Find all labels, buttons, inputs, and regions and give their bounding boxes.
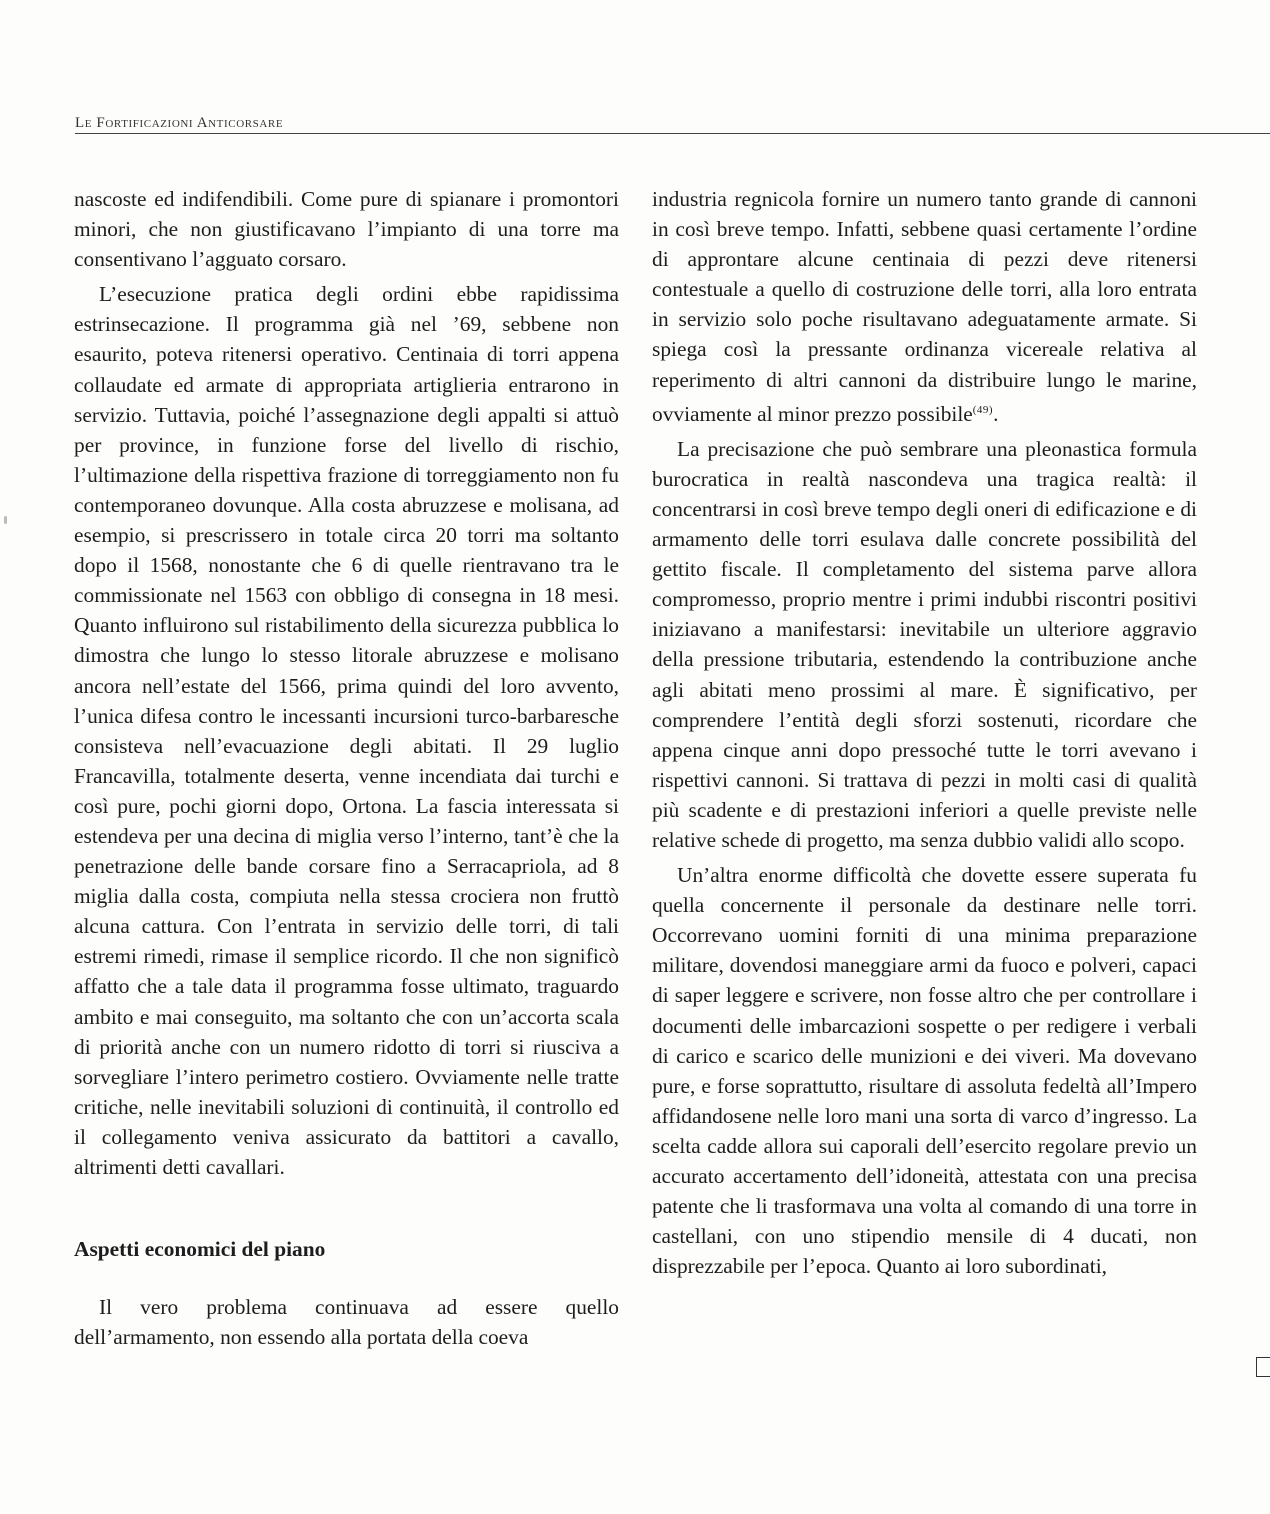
paragraph-text: industria regnicola fornire un numero tanto grande di cannoni in così breve tempo. Infatti, sebbene quasi certamente l’ordine di approntare alcune centinaia di pezzi deve ritenersi contestuale a quello di costruzione delle torri, alla loro entrata in servizio solo poche risultavano adeguatamente armate. Si spiega così la pressante ordinanza vicereale relativa al reperimento di altri cannoni da distribuire lungo le marine, ovviamente al minor prezzo possibile bbox=[652, 187, 1197, 426]
paragraph: Il vero problema continuava ad essere quello dell’armamento, non essendo alla portata della coeva bbox=[74, 1295, 619, 1350]
paragraph-end: . bbox=[993, 401, 999, 426]
paragraph bbox=[652, 184, 1197, 429]
page-number-box bbox=[1256, 1357, 1270, 1377]
paragraph: La precisazione che può sembrare una pleonastica formula burocratica in realtà nascondeva una tragica realtà: il concentrarsi in così breve tempo degli oneri di edificazione e di armamento delle torri esulava dalle concrete possibilità del gettito fiscale. Il completamento del sistema parve allora compromesso, proprio mentre i primi indubbi riscontri positivi iniziavano a manifestarsi: inevitabile un ulteriore aggravio della pressione tributaria, estendendo la contribuzione anche agli abitati meno prossimi al mare. È significativo, per comprendere l’entità degli sforzi sostenuti, ricordare che appena cinque anni dopo pressoché tutte le torri avevano i rispettivi cannoni. Si trattava di pezzi in molti casi di qualità più scadente e di prestazioni inferiori a quelle previste nelle relative schede di progetto, ma senza dubbio validi allo scopo. bbox=[652, 436, 1197, 852]
footnote-reference: (49) bbox=[972, 403, 994, 416]
left-column bbox=[74, 184, 619, 1352]
running-title: Le Fortificazioni Anticorsare bbox=[75, 115, 284, 131]
scan-mark bbox=[4, 516, 7, 524]
paragraph: Un’altra enorme difficoltà che dovette essere superata fu quella concernente il personale da destinare nelle torri. Occorrevano uomini forniti di una minima preparazione militare, dovendosi maneggiare armi da fuoco e polveri, capaci di saper leggere e scrivere, non fosse altro che per controllare i documenti delle imbarcazioni sospette o per redigere i verbali di carico e scarico delle munizioni e dei viveri. Ma dovevano pure, e forse soprattutto, risultare di assoluta fedeltà all’Impero affidandosene nelle loro mani una sorta di varco d’ingresso. La scelta cadde allora sui caporali dell’esercito regolare previo un accurato accertamento dell’idoneità, attestata con una precisa patente che li trasformava una volta al comando di una torre in castellani, con uno stipendio mensile di 4 ducati, non disprezzabile per l’epoca. Quanto ai loro subordinati, bbox=[652, 863, 1197, 1279]
paragraph: L’esecuzione pratica degli ordini ebbe rapidissima estrinsecazione. Il programma già nel ’69, sebbene non esaurito, poteva ritenersi operativo. Centinaia di torri appena collaudate ed armate di appropriata artiglieria entrarono in servizio. Tuttavia, poiché l’assegnazione degli appalti si attuò per province, in funzione forse del livello di rischio, l’ultimazione della rispettiva frazione di torreggiamento non fu contemporaneo dovunque. Alla costa abruzzese e molisana, ad esempio, si prescrissero in totale circa 20 torri ma soltanto dopo il 1568, nonostante che 6 di quelle rientravano tra le commissionate nel 1563 con obbligo di consegna in 18 mesi. Quanto influirono sul ristabilimento della sicurezza pubblica lo dimostra che lungo lo stesso litorale abruzzese e molisano ancora nell’estate del 1566, prima quindi del loro avvento, l’unica difesa contro le incessanti incursioni turco-barbaresche consisteva nell’evacuazione degli abitati. Il 29 luglio Francavilla, totalmente deserta, venne incendiata dai turchi e così pure, pochi giorni dopo, Ortona. La fascia interessata si estendeva per una decina di miglia verso l’interno, tant’è che la penetrazione delle bande corsare fino a Serracapriola, ad 8 miglia dalla costa, compiuta nella stessa crociera non fruttò alcuna cattura. Con l’entrata in servizio delle torri, di tali estremi rimedi, rimase il semplice ricordo. Il che non significò affatto che a tale data il programma fosse ultimato, traguardo ambito e mai conseguito, ma soltanto che con un’accorta scala di priorità anche con un numero ridotto di torri si riusciva a sorvegliare l’intero perimetro costiero. Ovviamente nelle tratte critiche, nelle inevitabili soluzioni di continuità, il controllo ed il collegamento veniva assicurato da battitori a cavallo, altrimenti detti cavallari. bbox=[74, 282, 619, 1179]
right-column bbox=[652, 184, 1197, 1281]
section-title: Aspetti economici del piano bbox=[74, 1237, 326, 1262]
header-rule bbox=[75, 133, 1270, 134]
paragraph: nascoste ed indifendibili. Come pure di spianare i promontori minori, che non giustificavano l’impianto di una torre ma consentivano l’agguato corsaro. bbox=[74, 187, 619, 272]
